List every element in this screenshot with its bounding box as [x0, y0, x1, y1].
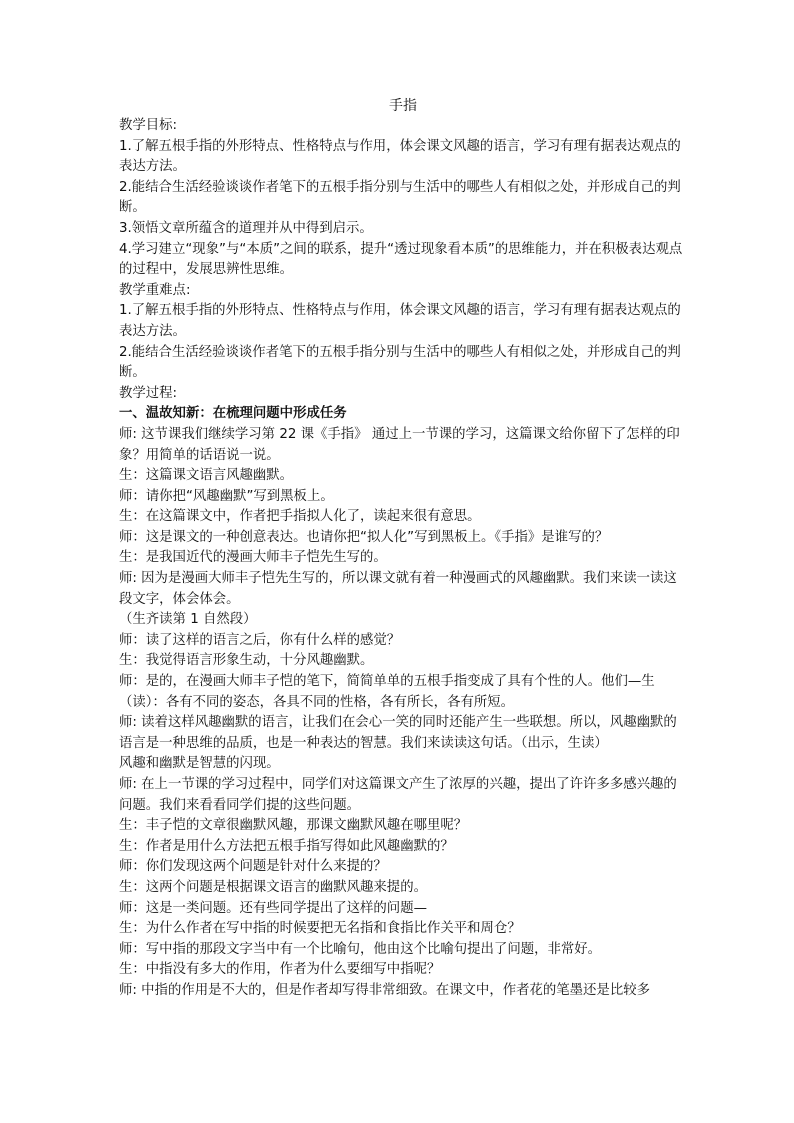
- dialogue-line: 师：你们发现这两个问题是针对什么来提的？: [119, 859, 387, 875]
- dialogue-line: 师：写中指的那段文字当中有一个比喻句，他由这个比喻句提出了问题，非常好。: [119, 941, 602, 957]
- goal-item-4: 4.学习建立“现象”与“本质”之间的联系，提升“透过现象看本质”的思维能力，并在积极表达观点的过程中，发展思辨性思维。: [119, 241, 683, 278]
- dialogue-line: 生：丰子恺的文章很幽默风趣，那课文幽默风趣在哪里呢？: [119, 818, 468, 834]
- dialogue-line: 生：这两个问题是根据课文语言的幽默风趣来提的。: [119, 879, 427, 895]
- dialogue-line: 生：在这篇课文中，作者把手指拟人化了，读起来很有意思。: [119, 509, 481, 525]
- dialogue-line: 师：这是课文的一种创意表达。也请你把“拟人化”写到黑板上。《手指》是谁写的？: [119, 529, 609, 545]
- dialogue-line: 生：是我国近代的漫画大师丰子恺先生写的。: [119, 550, 387, 566]
- goal-item-3: 3.领悟文章所蕴含的道理并从中得到启示。: [119, 220, 373, 236]
- dialogue-line: 师: 中指的作用是不大的，但是作者却写得非常细致。在课文中，作者花的笔墨还是比较多: [119, 982, 650, 998]
- process-step-heading: 一、温故知新：在梳理问题中形成任务: [119, 406, 347, 422]
- dialogue-line: 生：作者是用什么方法把五根手指写得如此风趣幽默的？: [119, 838, 454, 854]
- section-heading-key-points: 教学重难点:: [119, 282, 191, 298]
- dialogue-line: 生：中指没有多大的作用，作者为什么要细写中指呢？: [119, 962, 441, 978]
- key-point-item-1: 1.了解五根手指的外形特点、性格特点与作用，体会课文风趣的语言，学习有理有据表达观点的表达方法。: [119, 303, 681, 339]
- dialogue-line: 师: 在上一节课的学习过程中，同学们对这篇课文产生了浓厚的兴趣，提出了许许多多感兴趣的问题。我们来看看同学们提的这些问题。: [119, 777, 677, 813]
- quote-line: 风趣和幽默是智慧的闪现。: [119, 756, 280, 772]
- dialogue-line: 师: 这节课我们继续学习第 22 课《手指》 通过上一节课的学习，这篇课文给你留下了怎样的印象？用简单的话语说一说。: [119, 426, 680, 463]
- goal-item-1: 1.了解五根手指的外形特点、性格特点与作用，体会课文风趣的语言，学习有理有据表达观点的表达方法。: [119, 138, 681, 175]
- goal-item-2: 2.能结合生活经验谈谈作者笔下的五根手指分别与生活中的哪些人有相似之处，并形成自己的判断。: [119, 179, 681, 216]
- dialogue-line: 师：请你把“风趣幽默”写到黑板上。: [119, 488, 334, 504]
- key-point-item-2: 2.能结合生活经验谈谈作者笔下的五根手指分别与生活中的哪些人有相似之处，并形成自己的判断。: [119, 344, 681, 381]
- section-heading-goals: 教学目标:: [119, 118, 178, 133]
- dialogue-line: 师: 因为是漫画大师丰子恺先生写的，所以课文就有着一种漫画式的风趣幽默。我们来读一读这段文字，体会体会。: [119, 571, 677, 607]
- dialogue-line: 师：这是一类问题。还有些同学提出了这样的问题—: [119, 900, 427, 916]
- section-heading-process: 教学过程:: [119, 385, 178, 401]
- dialogue-line: 师: 读着这样风趣幽默的语言，让我们在会心一笑的同时还能产生一些联想。所以，风趣幽默的语言是一种思维的品质，也是一种表达的智慧。我们来读读这句话。（出示，生读）: [119, 715, 677, 751]
- dialogue-line: 生：为什么作者在写中指的时候要把无名指和食指比作关平和周仓？: [119, 921, 521, 937]
- dialogue-line: （生齐读第 1 自然段）: [119, 612, 257, 628]
- document-title: 手指: [389, 98, 417, 114]
- dialogue-line: 生：我觉得语言形象生动，十分风趣幽默。: [119, 653, 374, 669]
- dialogue-line: 师：读了这样的语言之后，你有什么样的感觉？: [119, 632, 401, 648]
- dialogue-line: 生：这篇课文语言风趣幽默。: [119, 468, 294, 484]
- document-page: [119, 96, 687, 1002]
- dialogue-line: 师：是的，在漫画大师丰子恺的笔下，简简单单的五根手指变成了具有个性的人。他们—生（读）：各有不同的姿态，各具不同的性格，各有所长，各有所短。: [119, 674, 655, 710]
